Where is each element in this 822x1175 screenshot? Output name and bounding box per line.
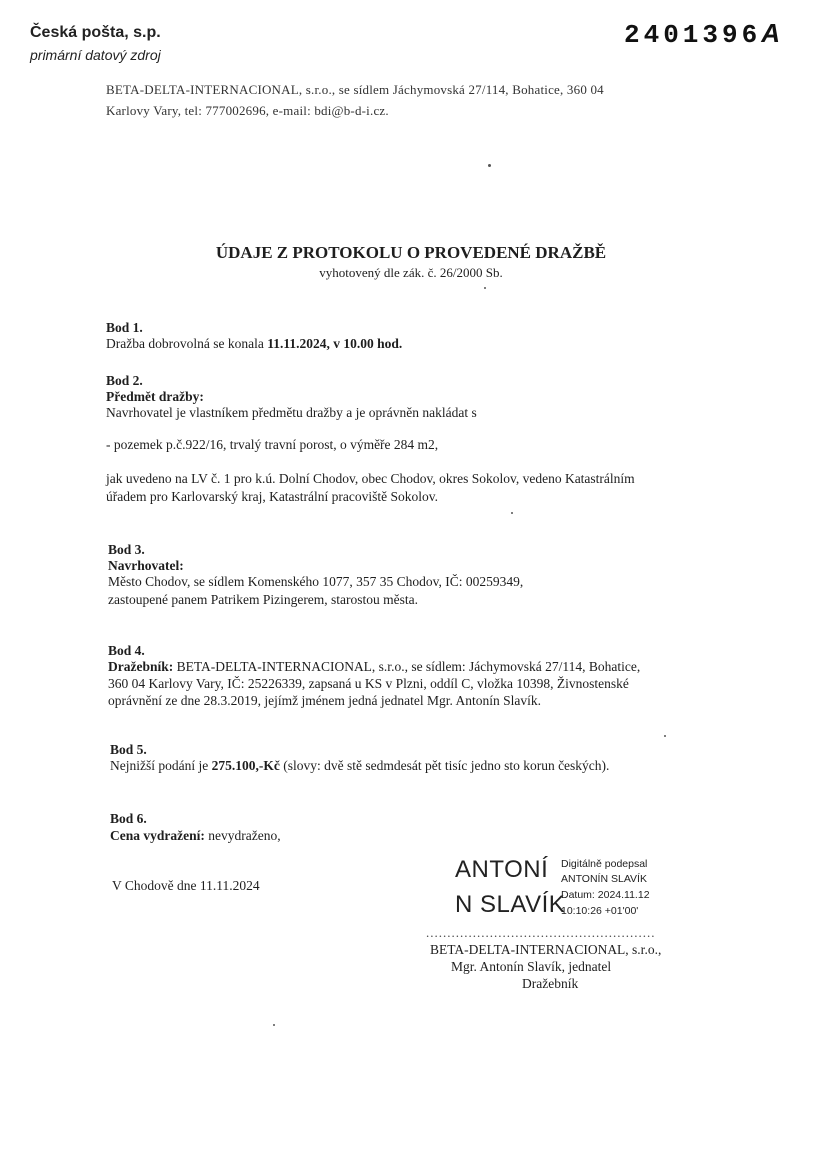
signature-dotted-line: ...................................................... [426,925,656,940]
bod1-date: 11.11.2024, v 10.00 hod. [267,336,403,351]
bod4-line-1 [108,659,640,675]
letterhead-line-2: Karlovy Vary, tel: 777002696, e-mail: bdi@b-d-i.cz. [106,103,389,118]
scan-speck [484,287,486,289]
bod3-heading: Navrhovatel: [108,558,184,573]
bod5-words: (slovy: dvě stě sedmdesát pět tisíc jedno sto korun českých). [279,758,610,773]
bod1-label: Bod 1. [106,320,143,335]
signature-info-2: ANTONÍN SLAVÍK [561,873,647,885]
data-source-label: primární datový zdroj [30,47,161,63]
scan-speck [488,164,491,167]
bod2-line-3: úřadem pro Karlovarský kraj, Katastrální pracoviště Sokolov. [106,489,439,504]
bod3-label: Bod 3. [108,542,145,557]
bod6-label: Bod 6. [110,811,147,826]
bod5-label: Bod 5. [110,742,147,757]
signature-company: BETA-DELTA-INTERNACIONAL, s.r.o., [430,942,662,957]
bod5-intro: Nejnižší podání je [110,758,212,773]
document-number-value: 2401396 [624,20,762,50]
bod4-line-1-text: BETA-DELTA-INTERNACIONAL, s.r.o., se sídlem: Jáchymovská 27/114, Bohatice, [173,659,641,674]
document-title: ÚDAJE Z PROTOKOLU O PROVEDENÉ DRAŽBĚ [215,243,607,262]
letterhead-line-1: BETA-DELTA-INTERNACIONAL, s.r.o., se sídlem Jáchymovská 27/114, Bohatice, 360 04 [106,82,604,97]
bod5-text [110,758,609,774]
document-number-suffix: A [761,18,784,48]
signature-info-3: Datum: 2024.11.12 [561,889,650,901]
bod6-value: nevydraženo, [204,828,281,843]
scan-speck [273,1024,275,1026]
bod5-amount: 275.100,-Kč [211,758,280,773]
bod4-heading: Dražebník: [108,659,174,674]
place-date: V Chodově dne 11.11.2024 [112,878,260,893]
bod6-heading: Cena vydražení: [110,828,205,843]
signature-name-line-2: N SLAVÍK [455,891,566,918]
signature-info-4: 10:10:26 +01'00' [561,905,639,917]
bod4-label: Bod 4. [108,643,145,658]
bod2-line-1: Navrhovatel je vlastníkem předmětu dražby a je oprávněn nakládat s [106,405,477,420]
signature-person: Mgr. Antonín Slavík, jednatel [451,959,612,974]
bod6-line [110,828,281,844]
document-subtitle: vyhotovený dle zák. č. 26/2000 Sb. [319,265,503,280]
ceska-posta-label: Česká pošta, s.p. [30,24,161,41]
bod2-label: Bod 2. [106,373,143,388]
bod4-line-3: oprávnění ze dne 28.3.2019, jejímž jménem jedná jednatel Mgr. Antonín Slavík. [108,693,542,708]
signature-info-1: Digitálně podepsal [561,858,648,870]
bod1-text [106,336,402,352]
scan-speck [664,735,666,737]
bod3-line-1: Město Chodov, se sídlem Komenského 1077, 357 35 Chodov, IČ: 00259349, [108,574,524,589]
signature-role: Dražebník [522,976,579,991]
bod2-line-2: jak uvedeno na LV č. 1 pro k.ú. Dolní Chodov, obec Chodov, okres Sokolov, vedeno Katastrálním [106,471,635,486]
document-number [624,18,784,50]
signature-name-line-1: ANTONÍ [455,856,549,883]
scan-speck [511,512,513,514]
bod2-item: - pozemek p.č.922/16, trvalý travní porost, o výměře 284 m2, [106,437,439,452]
bod3-line-2: zastoupené panem Patrikem Pizingerem, starostou města. [108,592,419,607]
bod1-intro: Dražba dobrovolná se konala [106,336,268,351]
bod2-heading: Předmět dražby: [106,389,204,404]
bod4-line-2: 360 04 Karlovy Vary, IČ: 25226339, zapsaná u KS v Plzni, oddíl C, vložka 10398, Živnostenské [108,676,629,691]
